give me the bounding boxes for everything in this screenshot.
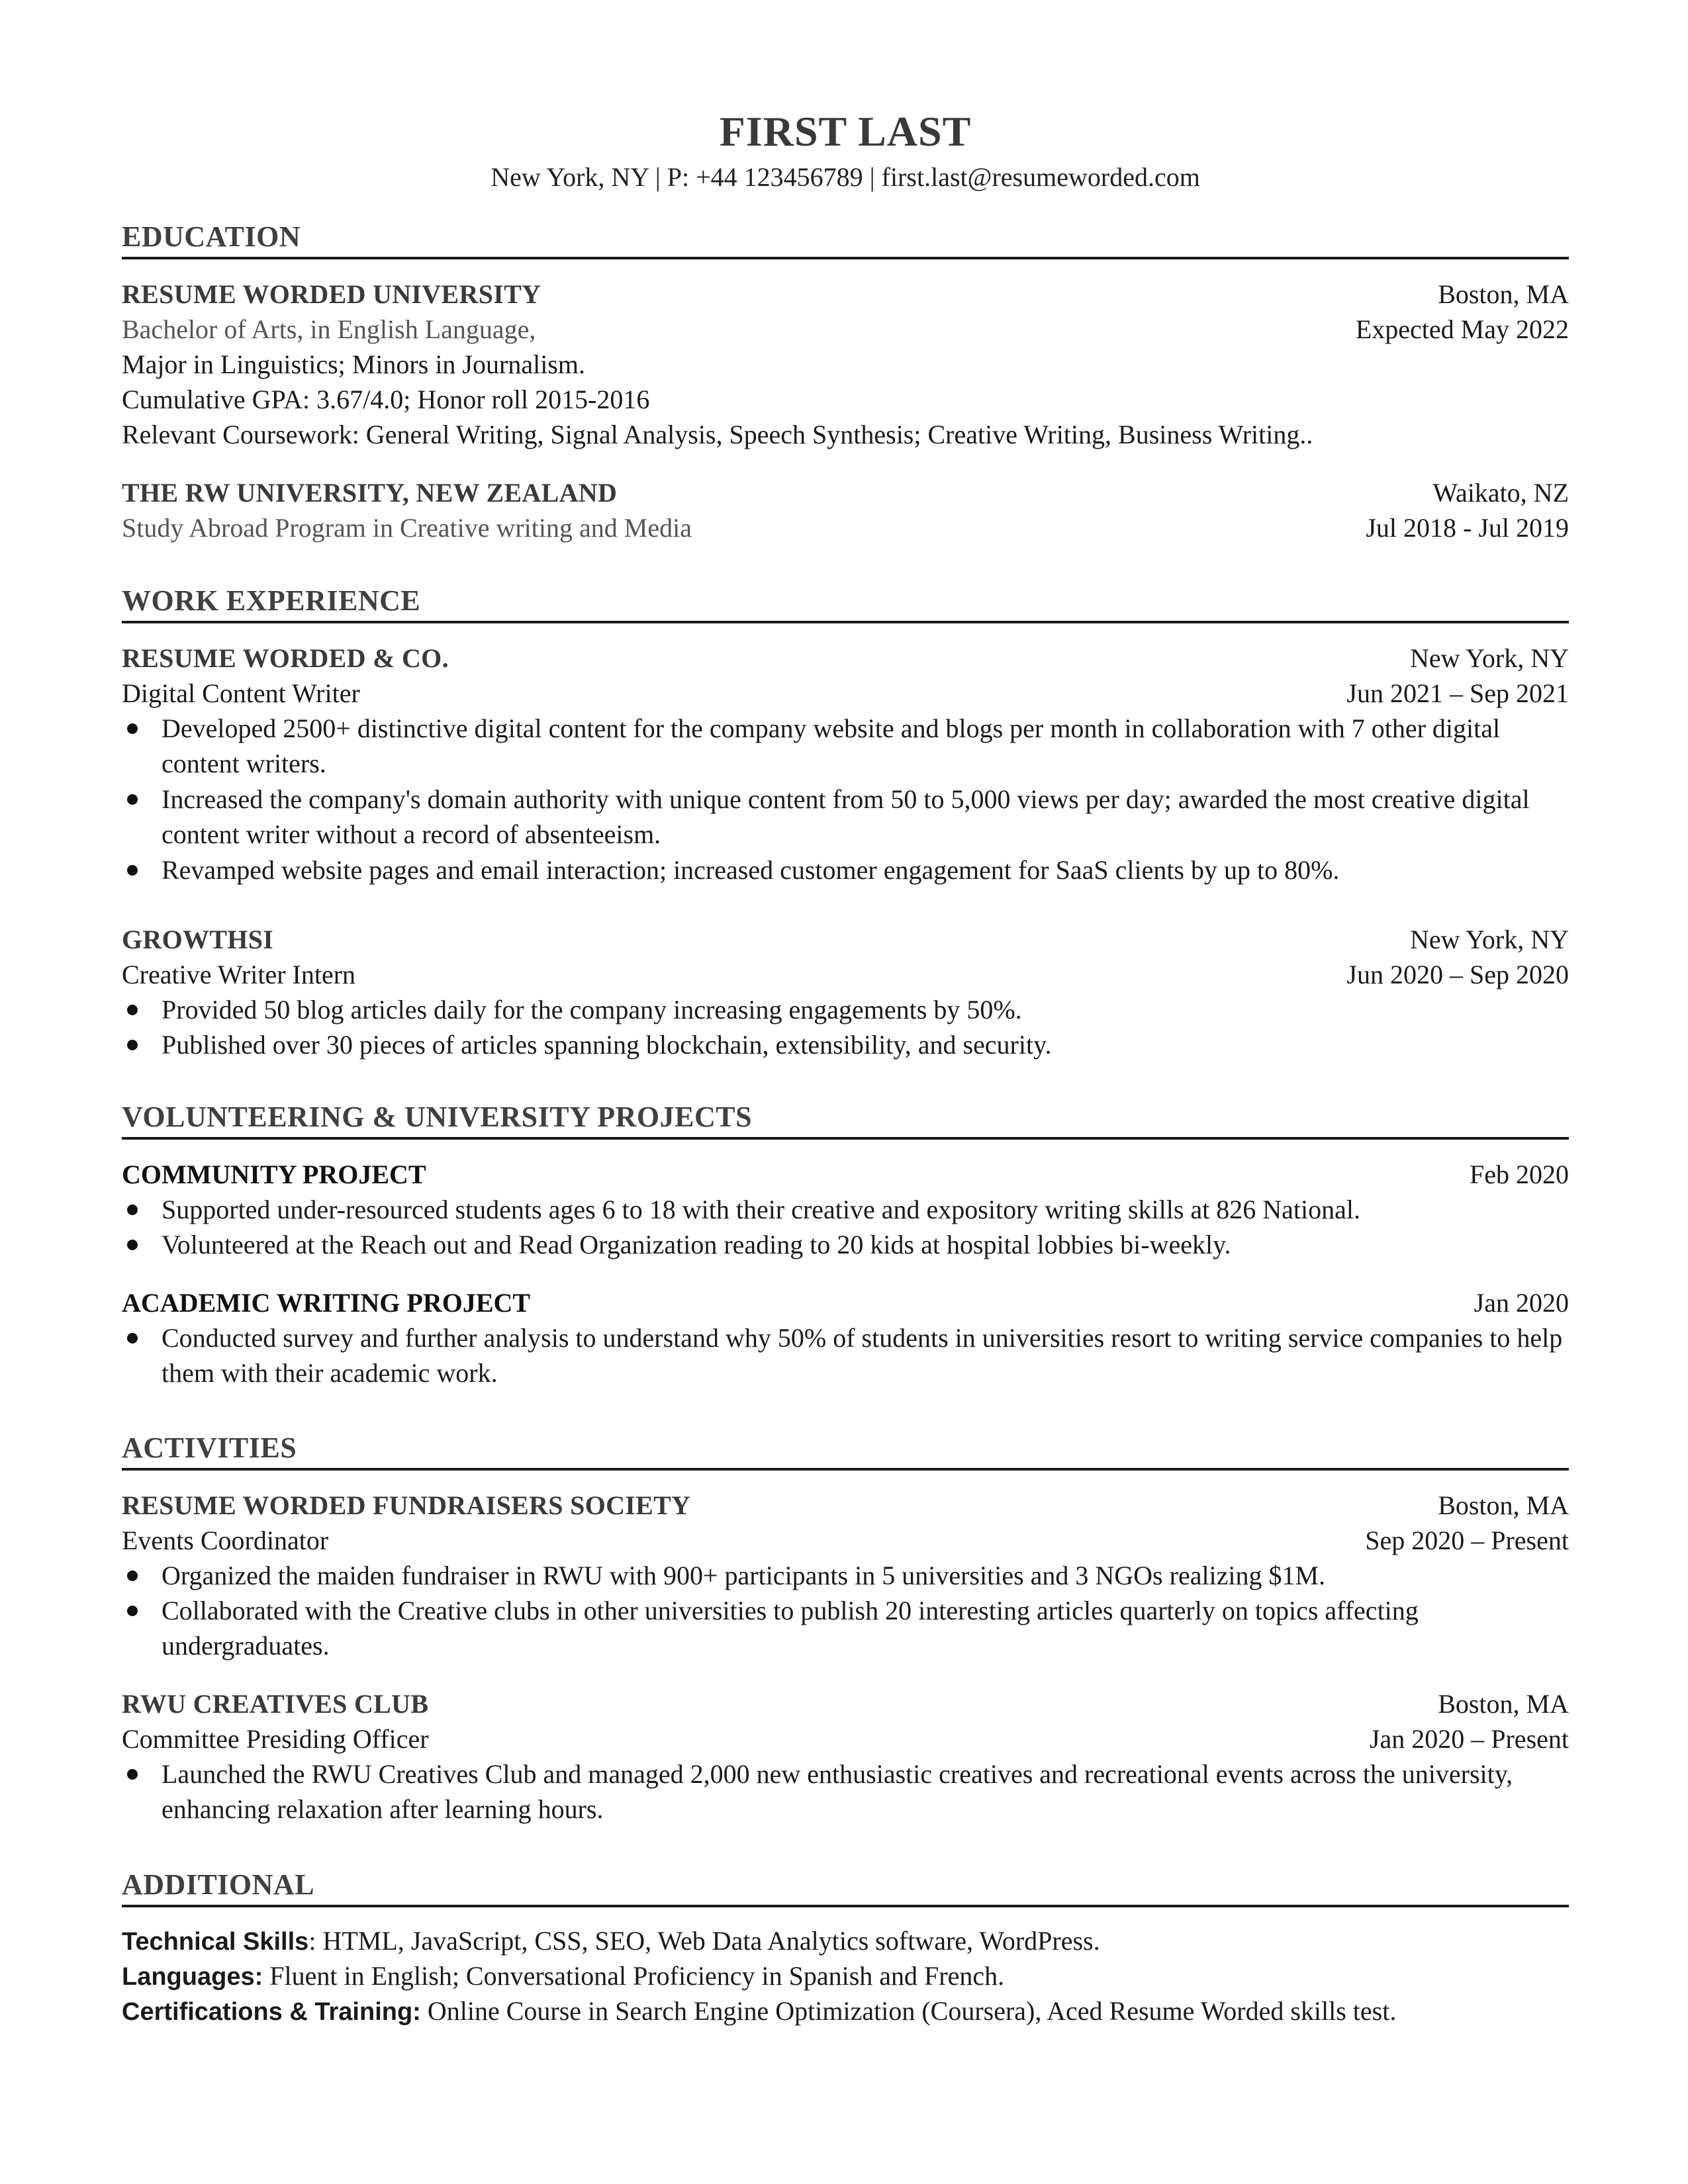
degree-date: Jul 2018 - Jul 2019 <box>1366 513 1569 543</box>
bullet-text: Conducted survey and further analysis to understand why 50% of students in universities resort to writing service companies to help them with their academic work. <box>162 1323 1563 1388</box>
additional-text: HTML, JavaScript, CSS, SEO, Web Data Analytics software, WordPress. <box>322 1926 1100 1956</box>
bullet-icon <box>127 1606 138 1616</box>
role-date: Jun 2020 – Sep 2020 <box>1346 960 1569 989</box>
additional-separator <box>263 1961 269 1991</box>
education-degree-row <box>122 510 1569 546</box>
additional-separator: : <box>308 1926 323 1956</box>
role: Committee Presiding Officer <box>122 1724 429 1754</box>
role: Creative Writer Intern <box>122 960 356 989</box>
org-name: RESUME WORDED & CO. <box>122 643 449 673</box>
additional-separator <box>421 1996 428 2026</box>
section-divider <box>122 1468 1569 1471</box>
work-role-row <box>122 676 1569 711</box>
org-name: GROWTHSI <box>122 925 274 954</box>
candidate-name: FIRST LAST <box>719 108 972 155</box>
bullet-icon <box>127 723 138 734</box>
bullet-text: Revamped website pages and email interaction; increased customer engagement for SaaS clients by up to 80%. <box>162 855 1340 885</box>
role-date: Jun 2021 – Sep 2021 <box>1346 678 1569 708</box>
work-entry-header <box>122 641 1569 676</box>
bullet-text: Organized the maiden fundraiser in RWU with 900+ participants in 5 universities and 3 NGOs realizing $1M. <box>162 1561 1326 1590</box>
additional-item-certifications <box>122 1993 1569 2030</box>
org-location: Boston, MA <box>1438 279 1569 309</box>
additional-text: Online Course in Search Engine Optimization (Coursera), Aced Resume Worded skills test. <box>427 1996 1397 2026</box>
role: Events Coordinator <box>122 1525 329 1555</box>
work-role-row <box>122 957 1569 993</box>
section-title-education: EDUCATION <box>122 220 301 253</box>
org-location: New York, NY <box>1409 643 1569 673</box>
education-detail: Cumulative GPA: 3.67/4.0; Honor roll 2015-2016 <box>122 385 650 414</box>
section-title-activities: ACTIVITIES <box>122 1432 297 1464</box>
role-date: Jan 2020 – Present <box>1369 1724 1569 1754</box>
activity-entry-header <box>122 1488 1569 1524</box>
bullet-icon <box>127 1333 138 1343</box>
org-location: Waikato, NZ <box>1432 478 1569 508</box>
org-location: Boston, MA <box>1438 1490 1569 1520</box>
additional-label: Languages: <box>122 1963 263 1991</box>
role-date: Sep 2020 – Present <box>1365 1525 1569 1555</box>
degree: Bachelor of Arts, in English Language, <box>122 314 536 344</box>
project-entry-header <box>122 1285 1569 1321</box>
section-title-volunteering: VOLUNTEERING & UNIVERSITY PROJECTS <box>122 1101 753 1133</box>
org-location: New York, NY <box>1409 925 1569 954</box>
additional-item-technical-skills <box>122 1923 1569 1960</box>
bullet-text: Provided 50 blog articles daily for the company increasing engagements by 50%. <box>162 995 1022 1024</box>
degree: Study Abroad Program in Creative writing and Media <box>122 513 692 543</box>
education-entry-header <box>122 277 1569 312</box>
project-date: Jan 2020 <box>1474 1288 1569 1318</box>
contact-info: New York, NY | P: +44 123456789 | first.last@resumeworded.com <box>491 162 1200 192</box>
section-divider <box>122 1905 1569 1907</box>
section-divider <box>122 1137 1569 1140</box>
project-name: ACADEMIC WRITING PROJECT <box>122 1288 531 1318</box>
org-name: RESUME WORDED FUNDRAISERS SOCIETY <box>122 1490 691 1520</box>
additional-label: Certifications & Training: <box>122 1998 421 2026</box>
project-entry-header <box>122 1157 1569 1193</box>
additional-label: Technical Skills <box>122 1928 309 1956</box>
additional-item-languages <box>122 1958 1569 1995</box>
bullet-icon <box>127 1040 138 1050</box>
degree-date: Expected May 2022 <box>1355 314 1569 344</box>
section-title-additional: ADDITIONAL <box>122 1868 315 1901</box>
bullet-icon <box>127 794 138 805</box>
bullet-text: Increased the company's domain authority with unique content from 50 to 5,000 views per day; awarded the most creative digital content writer without a record of absenteeism. <box>162 784 1530 849</box>
bullet-text: Volunteered at the Reach out and Read Organization reading to 20 kids at hospital lobbies bi-weekly. <box>162 1230 1231 1259</box>
work-entry-header <box>122 922 1569 958</box>
bullet-text: Supported under-resourced students ages 6 to 18 with their creative and expository writing skills at 826 National. <box>162 1195 1361 1224</box>
activity-role-row <box>122 1721 1569 1757</box>
education-degree-row <box>122 312 1569 347</box>
org-name: THE RW UNIVERSITY, NEW ZEALAND <box>122 478 618 508</box>
section-title-work: WORK EXPERIENCE <box>122 584 421 617</box>
education-detail: Major in Linguistics; Minors in Journalism. <box>122 349 585 379</box>
education-detail: Relevant Coursework: General Writing, Signal Analysis, Speech Synthesis; Creative Writing, Business Writing.. <box>122 420 1313 449</box>
org-location: Boston, MA <box>1438 1689 1569 1719</box>
bullet-icon <box>127 1240 138 1250</box>
bullet-icon <box>127 865 138 876</box>
bullet-icon <box>127 1769 138 1780</box>
additional-text: Fluent in English; Conversational Proficiency in Spanish and French. <box>269 1961 1005 1991</box>
bullet-icon <box>127 1005 138 1015</box>
org-name: RWU CREATIVES CLUB <box>122 1689 429 1719</box>
section-divider <box>122 257 1569 259</box>
bullet-text: Published over 30 pieces of articles spanning blockchain, extensibility, and security. <box>162 1030 1052 1060</box>
org-name: RESUME WORDED UNIVERSITY <box>122 279 541 309</box>
project-date: Feb 2020 <box>1470 1160 1569 1189</box>
activity-entry-header <box>122 1686 1569 1722</box>
activity-role-row <box>122 1523 1569 1559</box>
education-entry-header <box>122 475 1569 511</box>
project-name: COMMUNITY PROJECT <box>122 1160 426 1189</box>
bullet-icon <box>127 1570 138 1581</box>
bullet-text: Developed 2500+ distinctive digital content for the company website and blogs per month in collaboration with 7 other digital content writers. <box>162 713 1501 778</box>
bullet-icon <box>127 1205 138 1215</box>
bullet-text: Launched the RWU Creatives Club and managed 2,000 new enthusiastic creatives and recreational events across the university, enhancing relaxation after learning hours. <box>162 1759 1513 1824</box>
section-divider <box>122 621 1569 623</box>
role: Digital Content Writer <box>122 678 360 708</box>
bullet-text: Collaborated with the Creative clubs in other universities to publish 20 interesting articles quarterly on topics affecting undergraduates. <box>162 1596 1419 1661</box>
